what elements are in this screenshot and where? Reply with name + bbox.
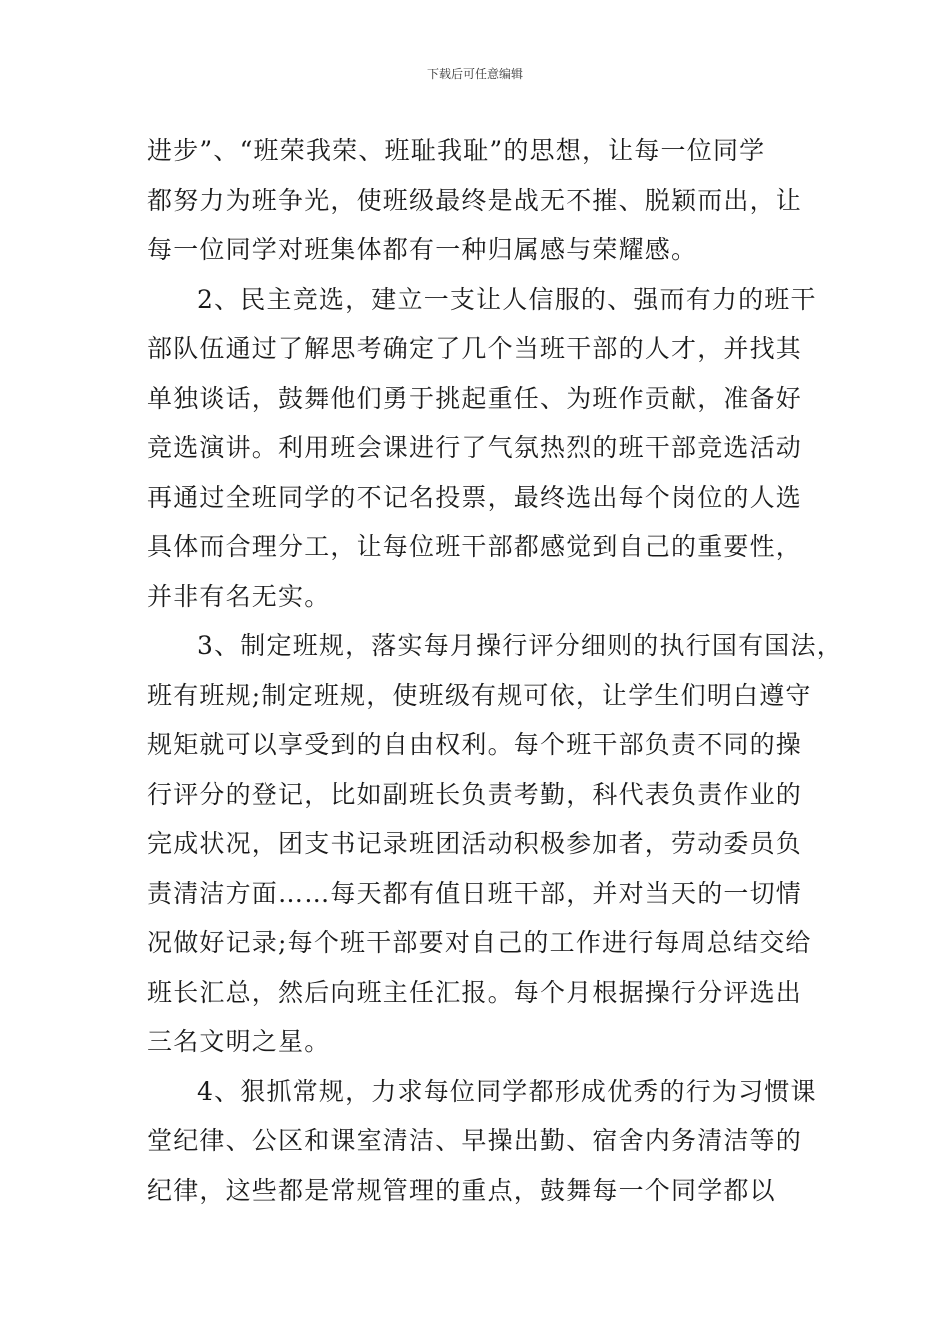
text-line: 堂纪律、公区和课室清洁、早操出勤、宿舍内务清洁等的 xyxy=(147,1126,803,1155)
text-line: 4、狠抓常规，力求每位同学都形成优秀的行为习惯课 xyxy=(197,1076,817,1106)
text-line: 纪律，这些都是常规管理的重点，鼓舞每一个同学都以 xyxy=(147,1175,776,1205)
document-body xyxy=(147,126,843,1215)
text-line: 规矩就可以享受到的自由权利。每个班干部负责不同的操 xyxy=(147,730,803,759)
text-line: 班有班规;制定班规，使班级有规可依，让学生们明白遵守 xyxy=(147,680,812,710)
text-line: 并非有名无实。 xyxy=(147,581,331,611)
text-line: 单独谈话，鼓舞他们勇于挑起重任、为班作贡献，准备好 xyxy=(147,383,803,413)
text-line: 2、民主竞选，建立一支让人信服的、强而有力的班干 xyxy=(197,284,817,314)
text-line: 都努力为班争光，使班级最终是战无不摧、脱颖而出，让 xyxy=(147,185,803,215)
text-line: 部队伍通过了解思考确定了几个当班干部的人才，并找其 xyxy=(147,334,803,363)
text-line: 具体而合理分工，让每位班干部都感觉到自己的重要性， xyxy=(147,532,803,561)
text-line: 况做好记录;每个班干部要对自己的工作进行每周总结交给 xyxy=(147,928,812,957)
text-line: 再通过全班同学的不记名投票，最终选出每个岗位的人选 xyxy=(147,482,803,512)
paragraph-2 xyxy=(147,275,827,622)
text-line: 行评分的登记，比如副班长负责考勤，科代表负责作业的 xyxy=(147,779,803,809)
text-line: 完成状况，团支书记录班团活动积极参加者，劳动委员负 xyxy=(147,829,803,858)
paragraph-3 xyxy=(147,621,843,1067)
text-line: 三名文明之星。 xyxy=(147,1027,331,1056)
paragraph-4 xyxy=(147,1067,827,1216)
text-line: 3、制定班规，落实每月操行评分细则的执行国有国法， xyxy=(197,631,843,660)
paragraph-1 xyxy=(147,126,827,275)
text-line: 班长汇总，然后向班主任汇报。每个月根据操行分评选出 xyxy=(147,977,803,1007)
text-line: 每一位同学对班集体都有一种归属感与荣耀感。 xyxy=(147,235,698,264)
text-line: 进步”、“班荣我荣、班耻我耻”的思想，让每一位同学 xyxy=(147,136,766,165)
page-header: 下载后可任意编辑 xyxy=(426,67,523,81)
text-line: 责清洁方面……每天都有值日班干部，并对当天的一切情 xyxy=(147,878,803,908)
text-line: 竞选演讲。利用班会课进行了气氛热烈的班干部竞选活动 xyxy=(147,433,803,462)
